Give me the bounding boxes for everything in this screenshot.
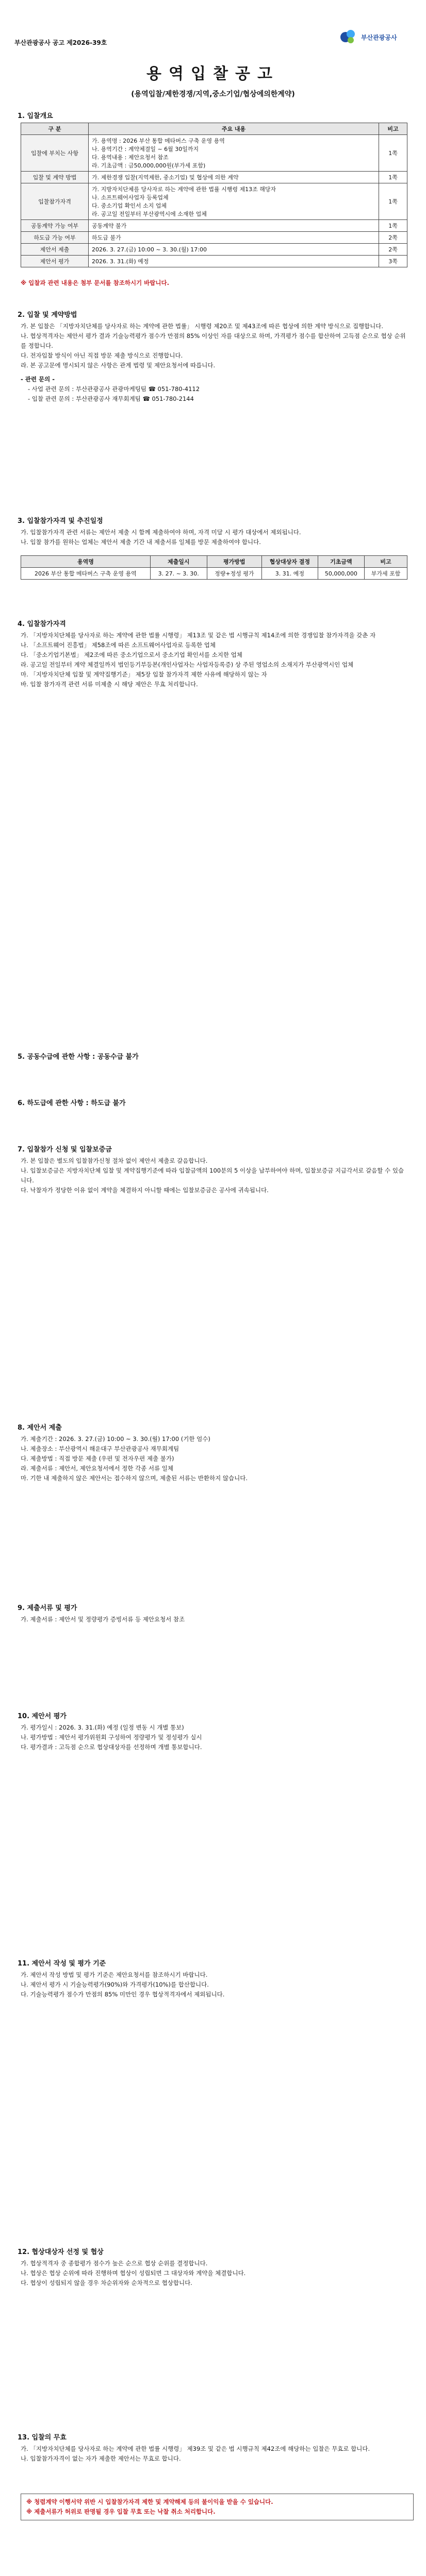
body-line: 가. 「지방자치단체를 당사자로 하는 계약에 관한 법률 시행령」 제39조 및 같은 법 시행규칙 제42조에 해당하는 입찰은 무효로 합니다. [21,2445,370,2452]
table-cell: 제안서 평가 [21,256,89,267]
section-heading: 11. 제안서 작성 및 평가 기준 [18,1960,106,1968]
schedule-table [21,555,407,580]
section-body [21,1723,407,1752]
table-cell: 가. 지방자치단체를 당사자로 하는 계약에 관한 법률 시행령 제13조 해당자 나. 소프트웨어사업자 등록업체 다. 중소기업 확인서 소지 업체 라. 공고일 전일부터 부산광역시에 소재한 업체 [89,183,379,220]
table-cell: 1쪽 [379,135,407,172]
section-body [21,1156,407,1195]
contact-line: - 입찰 관련 문의 : 부산관광공사 재무회계팀 ☎ 051-780-2144 [28,395,194,402]
section-note [21,278,407,288]
body-line: 나. 입찰참가자격이 없는 자가 제출한 제안서는 무효로 합니다. [21,2455,181,2462]
table-cell: 3쪽 [379,256,407,267]
table-header: 기초금액 [318,556,364,568]
body-line: 나. 협상은 협상 순위에 따라 진행하며 협상이 성립되면 그 대상자와 계약을 체결합니다. [21,2269,246,2277]
table-row [21,220,407,232]
table-cell: 3. 27. ~ 3. 30. [150,568,207,580]
body-line: 다. 평가결과 : 고득점 순으로 협상대상자를 선정하며 개별 통보합니다. [21,1743,202,1751]
section-heading: 9. 제출서류 및 평가 [18,1604,77,1612]
contact-title: - 관련 문의 - [21,376,55,383]
table-cell: 공동계약 불가 [89,220,379,232]
body-line: 가. 평가일시 : 2026. 3. 31.(화) 예정 (일정 변동 시 개별 통보) [21,1724,184,1731]
table-header: 협상대상자 결정 [262,556,318,568]
table-cell: 3. 31. 예정 [262,568,318,580]
body-line: 다. 기술능력평가 점수가 만점의 85% 미만인 경우 협상적격자에서 제외됩니다. [21,1991,225,1998]
body-line: 나. 입찰보증금은 지방자치단체 입찰 및 계약집행기준에 따라 입찰금액의 100분의 5 이상을 납부하여야 하며, 입찰보증금 지급각서로 갈음할 수 있습니다. [21,1167,404,1184]
table-cell: 제안서 제출 [21,244,89,256]
table-cell: 가. 제한경쟁 입찰(지역제한, 중소기업) 및 협상에 의한 계약 [89,172,379,183]
section-body [21,631,407,689]
contact-line: - 사업 관련 문의 : 부산관광공사 관광마케팅팀 ☎ 051-780-4112 [28,385,200,393]
table-header: 제출일시 [150,556,207,568]
body-line: 나. 「소프트웨어 진흥법」 제58조에 따른 소프트웨어사업자로 등록한 업체 [21,641,216,649]
table-row [21,183,407,220]
table-cell: 입찰 및 계약 방법 [21,172,89,183]
organization-logo [340,30,397,44]
body-line: 가. 본 입찰은 별도의 입찰참가신청 절차 없이 제안서 제출로 갈음합니다. [21,1157,208,1164]
section-heading: 8. 제안서 제출 [18,1424,62,1432]
body-line: 가. 「지방자치단체를 당사자로 하는 계약에 관한 법률 시행령」 제13조 및 같은 법 시행규칙 제14조에 의한 경쟁입찰 참가자격을 갖춘 자 [21,632,376,639]
body-line: 가. 본 입찰은 「지방자치단체를 당사자로 하는 계약에 관한 법률」 시행령 제20조 및 제43조에 따른 협상에 의한 계약 방식으로 집행합니다. [21,323,384,330]
section-heading: 1. 입찰개요 [18,112,53,120]
table-header: 구 분 [21,123,89,135]
table-cell: 50,000,000 [318,568,364,580]
table-cell: 2쪽 [379,244,407,256]
table-header: 용역명 [21,556,151,568]
body-line: 마. 기한 내 제출하지 않은 제안서는 접수하지 않으며, 제출된 서류는 반환하지 않습니다. [21,1475,248,1482]
section-heading: 7. 입찰참가 신청 및 입찰보증금 [18,1146,112,1154]
table-cell: 입찰에 부치는 사항 [21,135,89,172]
table-cell: 하도급 불가 [89,232,379,244]
table-cell: 입찰참가자격 [21,183,89,220]
section-heading: 13. 입찰의 무효 [18,2434,67,2442]
table-cell: 1쪽 [379,220,407,232]
warning-box [21,2494,414,2520]
note-text: ※ 입찰과 관련 내용은 첨부 문서를 참조하시기 바랍니다. [21,279,169,286]
body-line: 라. 제출서류 : 제안서, 제안요청서에서 정한 각종 서류 일체 [21,1465,173,1472]
table-cell: 하도급 가능 여부 [21,232,89,244]
table-row [21,244,407,256]
table-row [21,568,407,580]
table-cell: 1쪽 [379,183,407,220]
table-row [21,256,407,267]
section-heading: 2. 입찰 및 계약방법 [18,311,77,319]
table-row [21,135,407,172]
table-cell: 부가세 포함 [365,568,407,580]
body-line: 다. 「중소기업기본법」 제2조에 따른 중소기업으로서 중소기업 확인서를 소지한 업체 [21,651,242,658]
notice-subtitle: (용역입찰/제한경쟁/지역,중소기업/협상에의한계약) [131,90,295,98]
table-header: 평가방법 [207,556,262,568]
section-body [21,528,407,547]
body-line: 나. 협상적격자는 제안서 평가 결과 기술능력평가 점수가 만점의 85% 이상인 자를 대상으로 하며, 가격평가 점수를 합산하여 고득점 순으로 협상 순위를 정합니다. [21,332,406,349]
body-line: 다. 협상이 성립되지 않을 경우 차순위자와 순차적으로 협상합니다. [21,2279,192,2286]
warning-line: ※ 청렴계약 이행서약 위반 시 입찰참가자격 제한 및 계약해제 등의 불이익을 받을 수 있습니다. [26,2498,273,2505]
body-line: 마. 「지방자치단체 입찰 및 계약집행기준」 제5장 입찰 참가자격 제한 사유에 해당하지 않는 자 [21,671,267,678]
section-body [21,1970,407,1999]
section-body [21,321,407,404]
warning-line: ※ 제출서류가 허위로 판명될 경우 입찰 무효 또는 낙찰 취소 처리합니다. [26,2508,216,2515]
body-line: 나. 평가방법 : 제안서 평가위원회 구성하여 정량평가 및 정성평가 실시 [21,1734,202,1741]
body-line: 라. 본 공고문에 명시되지 않은 사항은 관계 법령 및 제안요청서에 따릅니다. [21,362,216,369]
body-line: 다. 낙찰자가 정당한 이유 없이 계약을 체결하지 아니할 때에는 입찰보증금은 공사에 귀속됩니다. [21,1187,269,1194]
section-body [21,2259,407,2288]
body-line: 나. 제안서 평가 시 기술능력평가(90%)와 가격평가(10%)를 합산합니다. [21,1981,209,1988]
section-heading: 6. 하도급에 관한 사항 : 하도급 불가 [18,1099,126,1107]
section-heading: 3. 입찰참가자격 및 추진일정 [18,517,103,525]
table-cell: 2026. 3. 27.(금) 10:00 ~ 3. 30.(월) 17:00 [89,244,379,256]
body-line: 다. 제출방법 : 직접 방문 제출 (우편 및 전자우편 제출 불가) [21,1455,174,1462]
table-cell: 공동계약 가능 여부 [21,220,89,232]
table-cell: 2쪽 [379,232,407,244]
table-header: 비고 [379,123,407,135]
body-line: 가. 제안서 작성 방법 및 평가 기준은 제안요청서를 참조하시기 바랍니다. [21,1971,208,1978]
body-line: 가. 제출서류 : 제안서 및 정량평가 증빙서류 등 제안요청서 참조 [21,1616,185,1623]
table-cell: 2026. 3. 31.(화) 예정 [89,256,379,267]
table-cell: 정량+정성 평가 [207,568,262,580]
body-line: 가. 제출기간 : 2026. 3. 27.(금) 10:00 ~ 3. 30.(월) 17:00 (기한 엄수) [21,1435,210,1443]
section-body [21,2444,407,2464]
section-body [21,1615,407,1624]
table-cell: 가. 용역명 : 2026 부산 통합 메타버스 구축 운영 용역 나. 용역기간 : 계약체결일 ~ 6월 30일까지 다. 용역내용 : 제안요청서 참조 라. 기초금액 : 금50,000,000원(부가세 포함) [89,135,379,172]
body-line: 나. 제출장소 : 부산광역시 해운대구 부산관광공사 재무회계팀 [21,1445,179,1452]
overview-table [21,123,407,267]
notice-title: 용역입찰공고 [146,65,280,83]
logo-icon [340,30,358,44]
body-line: 가. 협상적격자 중 종합평가 점수가 높은 순으로 협상 순위를 결정합니다. [21,2260,208,2267]
body-line: 바. 입찰 참가자격 관련 서류 미제출 시 해당 제안은 무효 처리합니다. [21,681,198,688]
body-line: 다. 전자입찰 방식이 아닌 직접 방문 제출 방식으로 진행합니다. [21,352,183,359]
table-header: 주요 내용 [89,123,379,135]
body-line: 라. 공고일 전일부터 계약 체결일까지 법인등기부등본(개인사업자는 사업자등록증) 상 주된 영업소의 소재지가 부산광역시인 업체 [21,661,354,668]
section-heading: 12. 협상대상자 선정 및 협상 [18,2248,104,2256]
section-body [21,1434,407,1483]
body-line: 가. 입찰참가자격 관련 서류는 제안서 제출 시 함께 제출하여야 하며, 자격 미달 시 평가 대상에서 제외됩니다. [21,529,301,536]
table-row [21,172,407,183]
section-heading: 5. 공동수급에 관한 사항 : 공동수급 불가 [18,1053,139,1061]
body-line: 나. 입찰 참가를 원하는 업체는 제안서 제출 기간 내 제출서류 일체를 방문 제출하여야 합니다. [21,538,261,546]
table-row [21,232,407,244]
section-heading: 10. 제안서 평가 [18,1713,67,1720]
table-cell: 1쪽 [379,172,407,183]
table-cell: 2026 부산 통합 메타버스 구축 운영 용역 [21,568,151,580]
section-heading: 4. 입찰참가자격 [18,620,66,628]
logo-text: 부산관광공사 [361,33,397,41]
document-number: 부산관광공사 공고 제2026-39호 [14,39,107,46]
table-header: 비고 [365,556,407,568]
